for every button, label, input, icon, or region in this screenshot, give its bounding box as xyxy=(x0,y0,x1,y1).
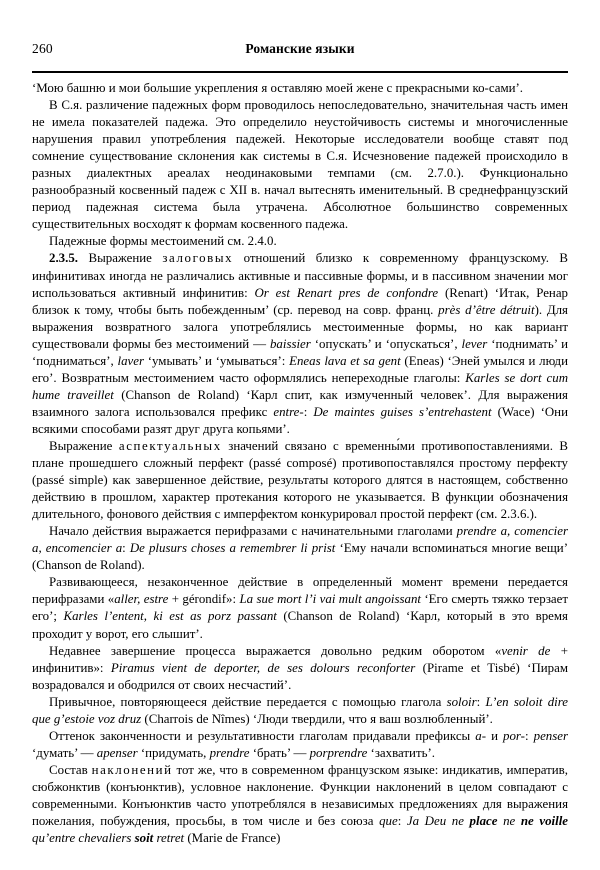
text-run-italic: a- xyxy=(475,728,487,743)
text-run: ʻМою башню и мои большие укрепления я оставляю моей жене с прекрасными ко-сами’. xyxy=(32,81,524,95)
paragraph-p-235-voice xyxy=(32,250,568,438)
text-run-italic: La sue mort l’i vai mult angoissant xyxy=(239,592,421,607)
text-run: ʻопускать’ и ʻопускаться’, xyxy=(310,336,462,351)
text-run: (Chanson de Roland) ʻКарл спит, как измученный человек’. Для выражения взаимного залога использовался префикс xyxy=(32,387,568,419)
text-run-bold-italic: place xyxy=(469,814,498,829)
text-run-spaced: аспектуальных xyxy=(118,438,222,453)
paragraph-p-progressive xyxy=(32,574,568,642)
running-title: Романские языки xyxy=(245,41,355,56)
text-run: (Pirame et Tisbé) ʻПирам возрадовался и ободрился от своих несчастий’. xyxy=(32,660,569,692)
text-run-italic: Eneas lava et sa gent xyxy=(289,353,401,368)
text-run-italic: laver xyxy=(117,353,144,368)
text-run-italic: De maintes guises s’entrehastent xyxy=(313,404,492,419)
text-run: и xyxy=(486,728,504,743)
text-run-italic: apenser xyxy=(96,745,138,760)
text-run: В С.я. различение падежных форм проводилось непоследовательно, значительная часть имен не имела показателей падежа. Это определило неустойчивость системы и многочисленные нарушения правил употребления падежей. Некоторые исследователи вообще ставят под сомнение существование склонения как системы в С.я. Исчезновение падежей происходило в разных диалектных ареалах неодинаковыми темпами (см. 2.7.0.). Функционально разнообразный косвенный падеж с XII в. начал вытеснять именительный. В среднефранцузский период падежная система была утрачена. Абсолютное большинство современных существительных восходят к формам косвенного падежа. xyxy=(32,98,568,232)
text-run: (Renart) ʻИтак, Ренар близок к тому, чтобы быть побежденным’ (ср. перевод на совр. франц. xyxy=(32,285,568,317)
text-run: Оттенок законченности и результативности глаголам придавали префиксы xyxy=(49,728,476,743)
text-run: ʻподнимать’ и ʻподниматься’, xyxy=(32,336,568,368)
text-run: ʻбрать’ — xyxy=(249,745,310,760)
text-run-italic: aller, estre xyxy=(114,592,169,607)
text-run-italic: venir de xyxy=(501,643,551,658)
page-number: 260 xyxy=(32,41,53,56)
text-run: ). Для выражения возвратного залога употреблялись местоименные формы, но как вариант существовали формы без местоимений — xyxy=(32,302,568,351)
text-run-bold-italic: ne voille xyxy=(520,814,568,829)
text-run: Состав xyxy=(49,762,92,777)
text-run-italic: por- xyxy=(503,728,525,743)
text-run-italic: Karles se dort cum hume traveillet xyxy=(32,370,568,402)
paragraph-p-tower-gloss xyxy=(32,80,568,97)
header-rule xyxy=(32,71,568,73)
text-run-italic: Karles l’entent, ki est as porz passant xyxy=(63,609,277,624)
text-run-spaced: залоговых xyxy=(162,251,234,266)
paragraph-p-aspect xyxy=(32,438,568,523)
text-run-italic: prendre a, comencier a, encomencier a xyxy=(32,524,568,556)
text-run: (Chanson de Roland) ʻКарл, который в это время проходит у ворот, его слышит’. xyxy=(32,609,568,641)
text-run: ʻЕго смерть тяжко терзает его’; xyxy=(32,592,568,624)
text-run: ʻумывать’ и ʻумываться’: xyxy=(144,353,290,368)
text-run: Выражение xyxy=(49,438,119,453)
paragraph-p-pronoun-ref xyxy=(32,233,568,250)
text-run: Начало действия выражается перифразами с начинательными глаголами xyxy=(49,524,457,539)
text-run: ʻдумать’ — xyxy=(32,745,97,760)
text-run: : xyxy=(524,728,534,743)
text-run: ʻЕму начали вспоминаться многие вещи’ (Chanson de Roland). xyxy=(32,541,568,573)
text-run: (Charrois de Nîmes) ʻЛюди твердили, что я ваш возлюбленный’. xyxy=(141,711,493,726)
text-run-italic: prendre xyxy=(209,745,250,760)
text-run-italic: lever xyxy=(461,336,488,351)
text-run: : xyxy=(397,814,407,829)
text-run-spaced: наклонений xyxy=(91,762,173,777)
paragraph-p-case-forms xyxy=(32,97,568,233)
text-run: Развивающееся, незаконченное действие в определенный момент времени передается перифразами « xyxy=(32,575,568,607)
text-run: : xyxy=(303,404,314,419)
text-run-italic: penser xyxy=(533,728,568,743)
text-run: : xyxy=(476,694,486,709)
text-run: Падежные формы местоимений см. 2.4.0. xyxy=(49,234,277,249)
text-run-italic: ne xyxy=(497,814,521,829)
running-head xyxy=(32,40,568,64)
text-run: Недавнее завершение процесса выражается довольно редким оборотом « xyxy=(49,643,502,658)
text-run-italic: L’en soloit dire que g’estoie voz druz xyxy=(32,694,568,726)
text-run-italic: De plusurs choses a remembrer li prist xyxy=(129,541,336,556)
text-run-italic: Piramus vient de deporter, de ses dolours reconforter xyxy=(110,660,416,675)
text-run-bold: 2.3.5. xyxy=(49,251,79,266)
text-run-italic: porprendre xyxy=(309,745,368,760)
text-run: : xyxy=(122,541,130,556)
text-run-italic: qu’entre chevaliers xyxy=(32,831,135,846)
paragraph-p-prefixes xyxy=(32,728,568,762)
text-run: Привычное, повторяющееся действие передается с помощью глагола xyxy=(49,694,447,709)
text-run-italic: soloir xyxy=(446,694,477,709)
text-run: ʻзахватить’. xyxy=(367,745,435,760)
paragraph-p-moods xyxy=(32,762,568,847)
text-run: отношений близко к современному французскому. В инфинитивах иногда не различались активные и пассивные формы, и в пассивном значении мог использоваться активный инфинитив: xyxy=(32,251,568,300)
paragraph-p-inchoative xyxy=(32,523,568,574)
text-run-italic: que xyxy=(379,814,398,829)
text-run: тот же, что в современном французском языке: индикатив, императив, сюбжонктив (конъюнктив), условное наклонение. Функции наклонений в целом совпадают с современными. Конъюнктив часто употреблялся в независимых предложениях для выражения пожелания, побуждения, просьбы, в том числе и без союза xyxy=(32,762,568,829)
text-run-bold-italic: soit xyxy=(134,831,154,846)
text-run: (Eneas) ʻЭней умылся и люди его’. Возвратным местоимением часто оформлялись непереходные глаголы: xyxy=(32,353,568,385)
text-run-italic: Or est Renart pres de confondre xyxy=(254,285,439,300)
text-run: значений связано с временны́ми противопоставлениями. В плане прошедшего сложный перфект (passé composé) противопоставлялся простому перфекту (passé simple) как завершенное действие, результаты которого длятся в настоящем, собственно действию в прошлом, характер протекания которого не указывается. В функции обозначения длительного, фонового действия с имперфектом конкурировал простой перфект (см. 2.3.6.). xyxy=(32,438,568,522)
paragraph-p-habitual xyxy=(32,694,568,728)
text-run: + gérondif»: xyxy=(168,592,240,607)
text-run: Выражение xyxy=(78,251,163,266)
text-run-italic: retret xyxy=(153,831,185,846)
paragraph-p-recent-past xyxy=(32,643,568,694)
text-run: (Marie de France) xyxy=(184,831,281,846)
body-text-column xyxy=(32,80,568,847)
text-run-italic: Ja Deu ne xyxy=(406,814,470,829)
text-run-italic: baissier xyxy=(269,336,311,351)
text-run: (Wace) ʻОни всякими способами разят друг друга копьями’. xyxy=(32,404,568,436)
text-run-italic: entre- xyxy=(273,404,304,419)
text-run: + инфинитив»: xyxy=(32,643,568,675)
text-run: ʻпридумать, xyxy=(137,745,210,760)
text-run-italic: près d’être détruit xyxy=(438,302,535,317)
